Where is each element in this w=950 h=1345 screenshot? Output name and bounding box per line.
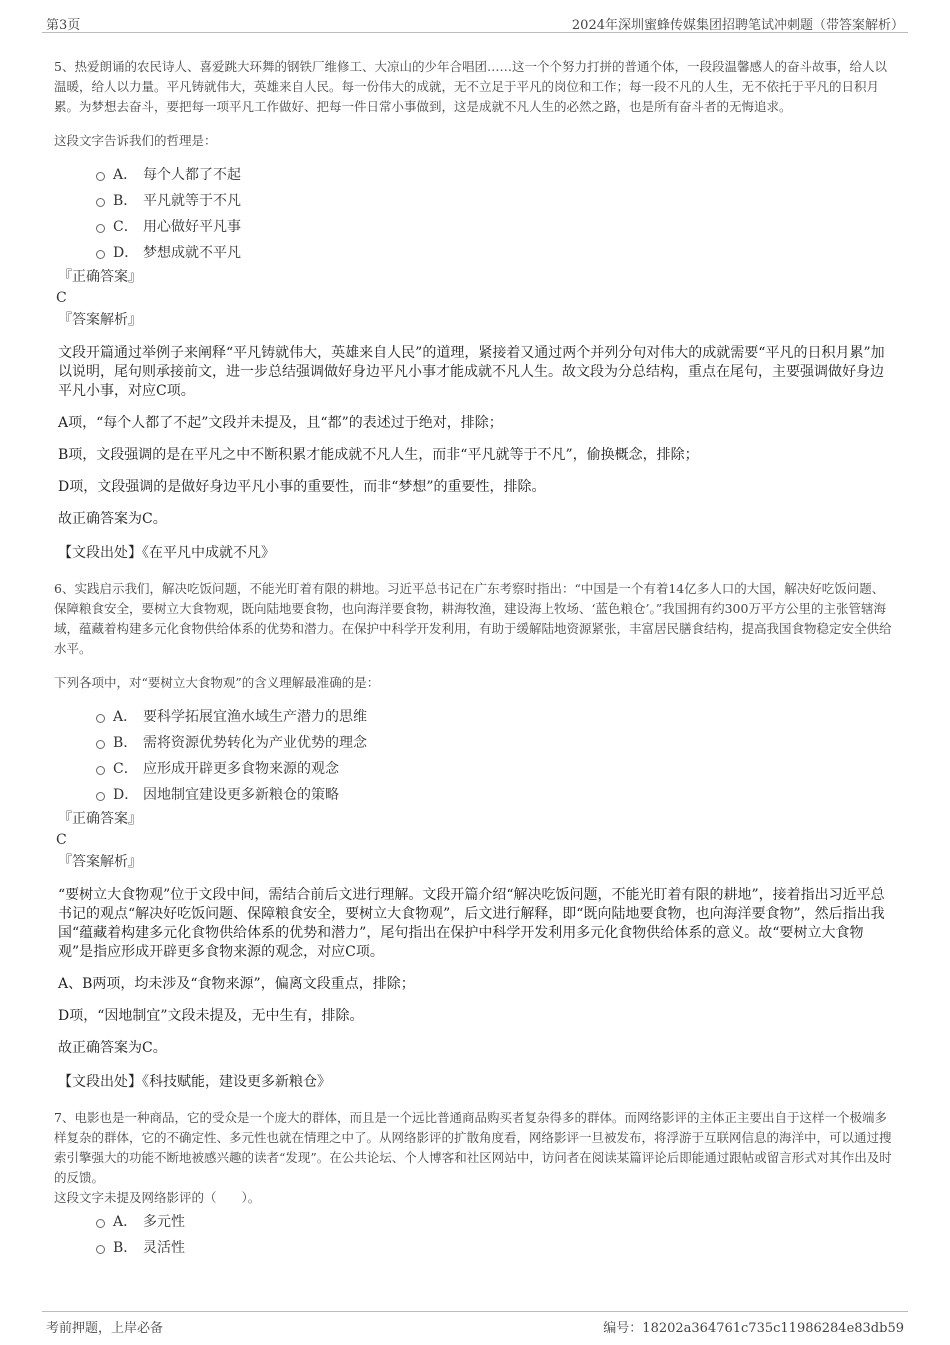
question-prompt: 下列各项中，对“要树立大食物观”的含义理解最准确的是： xyxy=(54,675,380,690)
question-prompt: 这段文字告诉我们的哲理是： xyxy=(54,133,217,148)
options-list xyxy=(96,161,896,265)
option-c[interactable]: C． 应形成开辟更多食物来源的观念 xyxy=(96,755,896,781)
correct-answer-value: C xyxy=(56,290,67,306)
radio-icon[interactable] xyxy=(96,766,105,775)
page-header xyxy=(42,10,908,33)
page-content xyxy=(54,57,896,1260)
page-footer xyxy=(42,1311,908,1338)
source-note: 【文段出处】《在平凡中成就不凡》 xyxy=(58,545,275,561)
analysis-paragraph: A项，“每个人都了不起”文段并未提及，且“都”的表述过于绝对，排除； xyxy=(58,415,503,431)
question-text: 6、实践启示我们，解决吃饭问题，不能光盯着有限的耕地。习近平总书记在广东考察时指出：“中国是一个有着14亿多人口的大国，解决好吃饭问题、保障粮食安全，要树立大食物观，既向陆地要食物，也向海洋要食物，耕海牧渔，建设海上牧场、‘蓝色粮仓’。”我国拥有约300万平方公里的主张管辖海域，蕴藏着构建多元化食物供给体系的优势和潜力。在保护中科学开发利用，有助于缓解陆地资源紧张，丰富居民膳食结构，提高我国食物稳定安全供给水平。 xyxy=(54,581,892,656)
question-7 xyxy=(54,1108,896,1260)
analysis-paragraph: A、B两项，均未涉及“食物来源”，偏离文段重点，排除； xyxy=(58,976,415,992)
option-b[interactable]: B． 灵活性 xyxy=(96,1234,896,1260)
option-d[interactable]: D． 梦想成就不平凡 xyxy=(96,239,896,265)
radio-icon[interactable] xyxy=(96,250,105,259)
radio-icon[interactable] xyxy=(96,224,105,233)
radio-icon[interactable] xyxy=(96,1219,105,1228)
page-number: 第3页 xyxy=(46,18,81,33)
document-id: 编号：18202a364761c735c11986284e83db59 xyxy=(603,1321,904,1336)
source-note: 【文段出处】《科技赋能，建设更多新粮仓》 xyxy=(58,1074,331,1090)
option-b[interactable]: B． 需将资源优势转化为产业优势的理念 xyxy=(96,729,896,755)
question-6 xyxy=(54,579,896,1092)
option-b[interactable]: B． 平凡就等于不凡 xyxy=(96,187,896,213)
radio-icon[interactable] xyxy=(96,714,105,723)
radio-icon[interactable] xyxy=(96,740,105,749)
radio-icon[interactable] xyxy=(96,1245,105,1254)
footer-slogan: 考前押题，上岸必备 xyxy=(46,1321,164,1336)
option-d[interactable]: D． 因地制宜建设更多新粮仓的策略 xyxy=(96,781,896,807)
analysis-label: 『答案解析』 xyxy=(58,854,142,870)
analysis-label: 『答案解析』 xyxy=(58,312,142,328)
correct-answer-value: C xyxy=(56,832,67,848)
option-a[interactable]: A． 要科学拓展宜渔水域生产潜力的思维 xyxy=(96,703,896,729)
correct-answer-label: 『正确答案』 xyxy=(58,269,142,285)
radio-icon[interactable] xyxy=(96,172,105,181)
analysis-paragraph: “要树立大食物观”位于文段中间，需结合前后文进行理解。文段开篇介绍“解决吃饭问题，不能光盯着有限的耕地”，接着指出习近平总书记的观点“解决好吃饭问题、保障粮食安全，要树立大食物观”，后文进行解释，即“既向陆地要食物，也向海洋要食物”，然后指出我国“蕴藏着构建多元化食物供给体系的优势和潜力”，尾句指出在保护中科学开发利用多元化食物供给体系的意义。故“要树立大食物观”是指应形成开辟更多食物来源的观念，对应C项。 xyxy=(58,887,885,960)
question-5 xyxy=(54,57,896,563)
analysis-paragraph: D项，“因地制宜”文段未提及，无中生有，排除。 xyxy=(58,1008,364,1024)
option-a[interactable]: A． 多元性 xyxy=(96,1208,896,1234)
radio-icon[interactable] xyxy=(96,792,105,801)
option-c[interactable]: C． 用心做好平凡事 xyxy=(96,213,896,239)
options-list xyxy=(96,1208,896,1260)
option-a[interactable]: A． 每个人都了不起 xyxy=(96,161,896,187)
options-list xyxy=(96,703,896,807)
question-prompt: 这段文字未提及网络影评的（ ）。 xyxy=(54,1190,261,1205)
analysis-paragraph: B项，文段强调的是在平凡之中不断积累才能成就不凡人生，而非“平凡就等于不凡”，偷换概念，排除； xyxy=(58,447,699,463)
document-title: 2024年深圳蜜蜂传媒集团招聘笔试冲刺题（带答案解析） xyxy=(571,18,904,33)
question-text: 7、电影也是一种商品，它的受众是一个庞大的群体，而且是一个远比普通商品购买者复杂得多的群体。而网络影评的主体正主要出自于这样一个极端多样复杂的群体，它的不确定性、多元性也就在情理之中了。从网络影评的扩散角度看，网络影评一旦被发布，将浮游于互联网信息的海洋中，可以通过搜索引擎强大的功能不断地被感兴趣的读者“发现”。在公共论坛、个人博客和社区网站中，访问者在阅读某篇评论后即能通过跟帖或留言形式对其作出及时的反馈。 xyxy=(54,1110,892,1185)
question-text: 5、热爱朗诵的农民诗人、喜爱跳大环舞的钢铁厂维修工、大凉山的少年合唱团……这一个个努力打拼的普通个体，一段段温馨感人的奋斗故事，给人以温暖，给人以力量。平凡铸就伟大，英雄来自人民。每一份伟大的成就，无不立足于平凡的岗位和工作；每一段不凡的人生，无不依托于平凡的日积月累。为梦想去奋斗，要把每一项平凡工作做好、把每一件日常小事做到，这是成就不凡人生的必然之路，也是所有奋斗者的无悔追求。 xyxy=(54,59,887,114)
analysis-paragraph: 文段开篇通过举例子来阐释“平凡铸就伟大，英雄来自人民”的道理，紧接着又通过两个并列分句对伟大的成就需要“平凡的日积月累”加以说明，尾句则承接前文，进一步总结强调做好身边平凡小事才能成就不凡人生。故文段为分总结构，重点在尾句，主要强调做好身边平凡小事，对应C项。 xyxy=(58,345,885,399)
analysis-paragraph: 故正确答案为C。 xyxy=(58,511,167,527)
analysis-paragraph: 故正确答案为C。 xyxy=(58,1040,167,1056)
radio-icon[interactable] xyxy=(96,198,105,207)
correct-answer-label: 『正确答案』 xyxy=(58,811,142,827)
analysis-paragraph: D项，文段强调的是做好身边平凡小事的重要性，而非“梦想”的重要性，排除。 xyxy=(58,479,546,495)
